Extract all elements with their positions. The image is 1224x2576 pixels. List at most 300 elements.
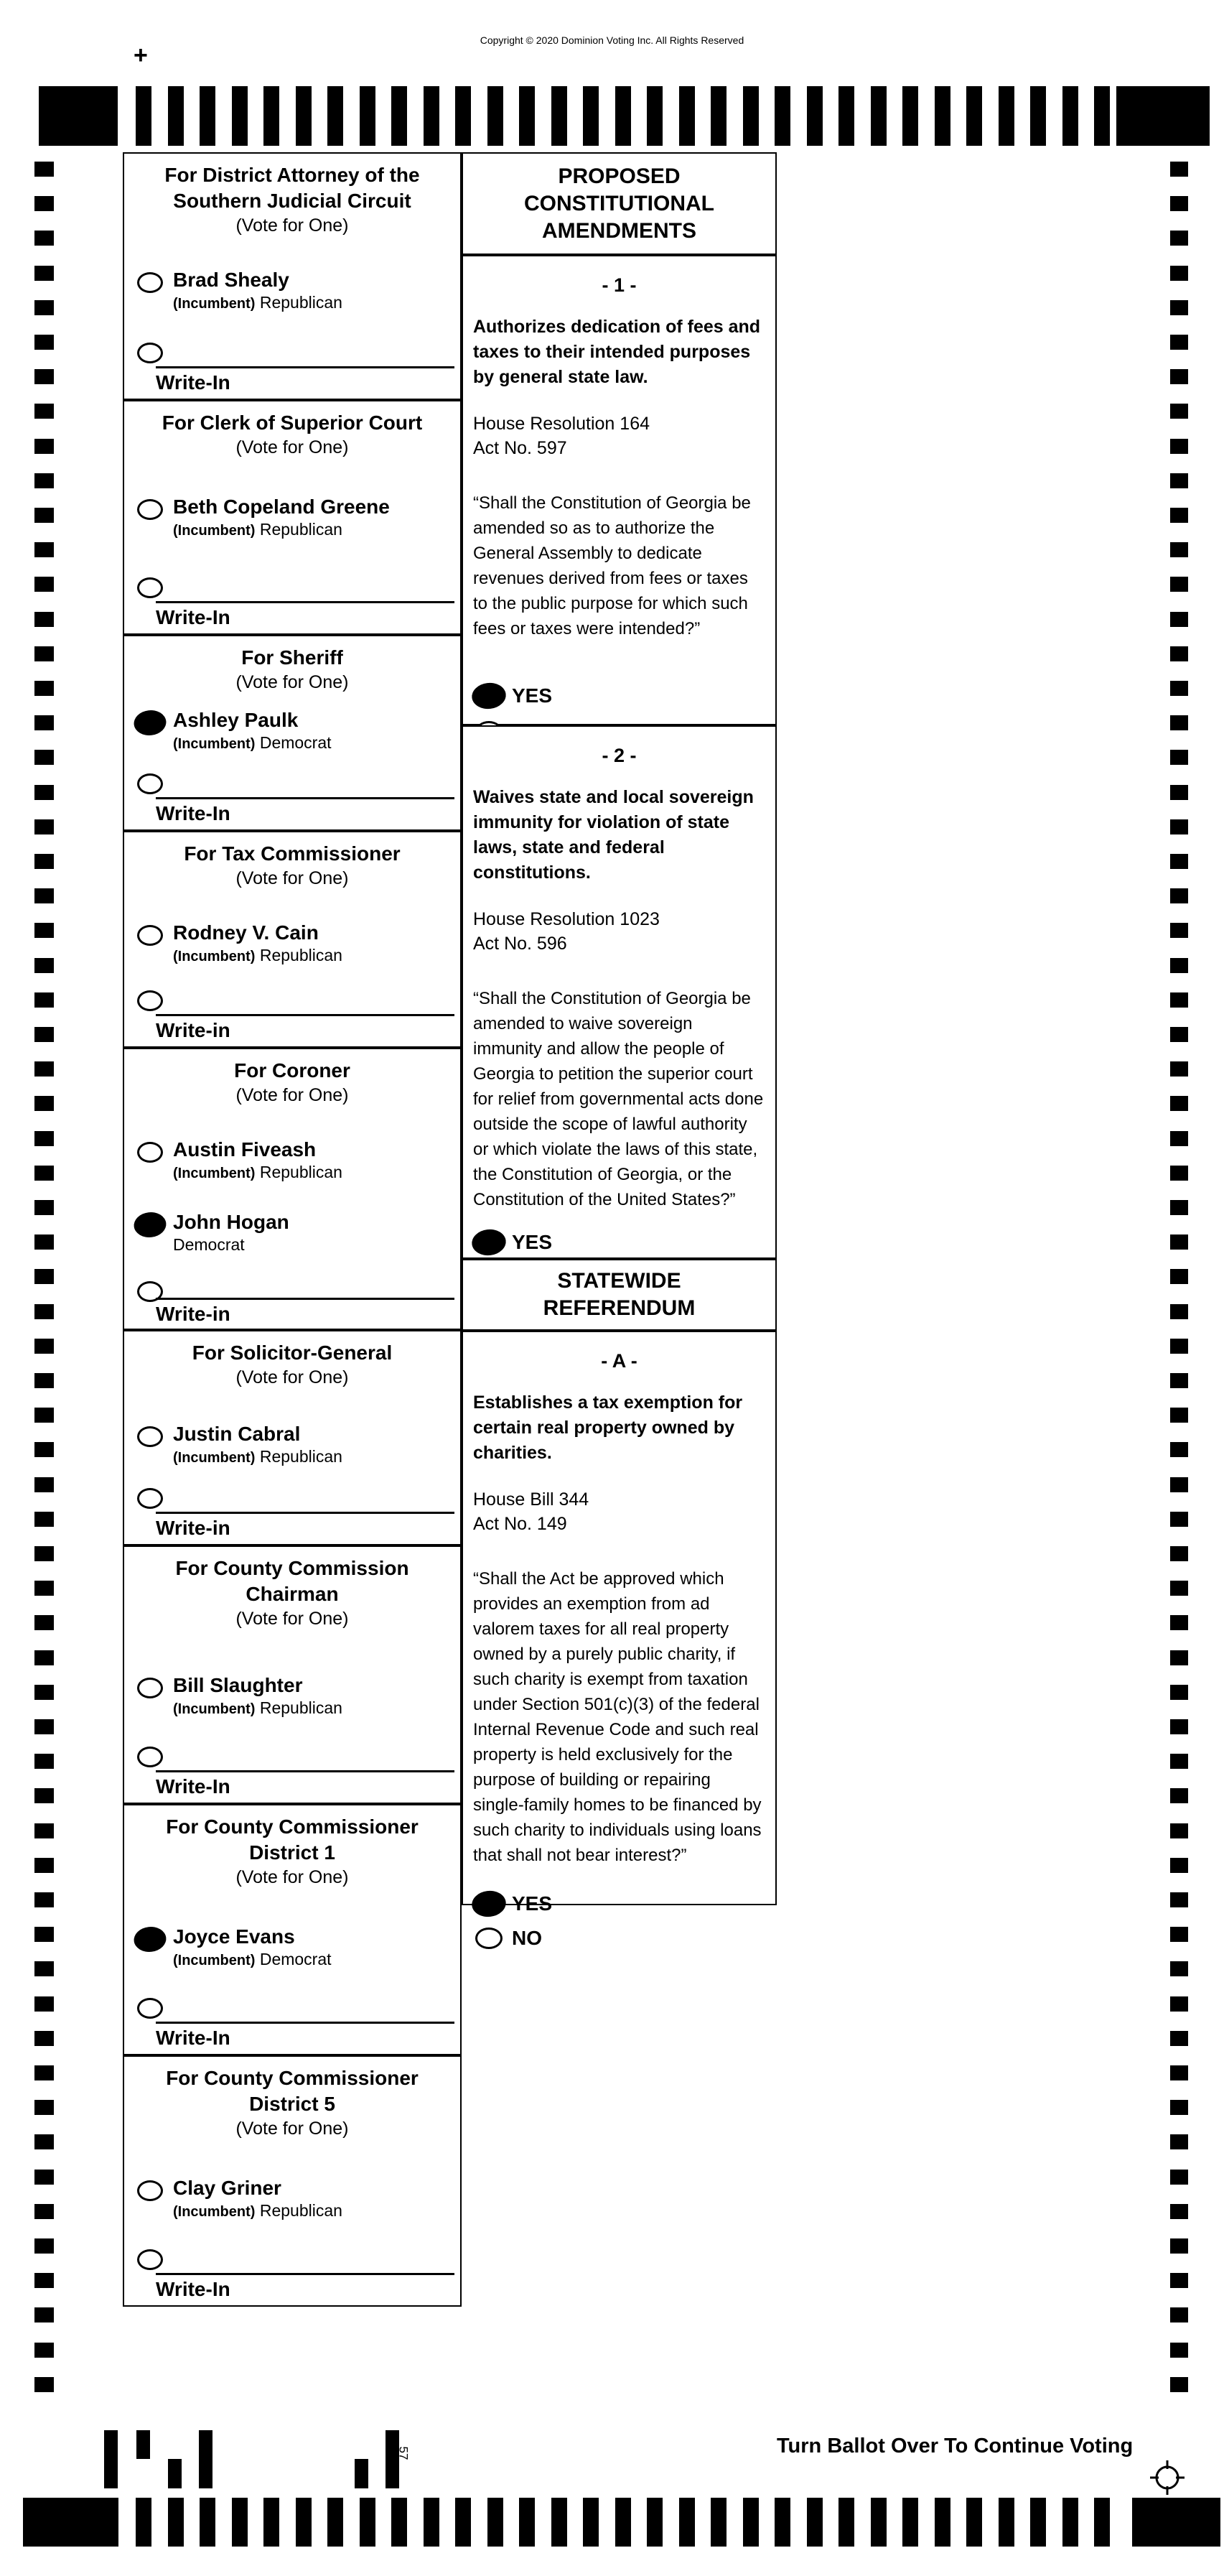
candidate-name: Beth Copeland Greene <box>173 496 390 518</box>
timing-mark-square <box>1170 958 1188 973</box>
timing-mark-corner-block <box>1132 2498 1220 2547</box>
candidate-party: (Incumbent) Republican <box>173 293 342 312</box>
timing-mark <box>455 86 471 146</box>
timing-mark <box>775 86 790 146</box>
write-in-label: Write-in <box>156 1303 230 1325</box>
timing-mark <box>711 86 727 146</box>
timing-mark-square <box>1170 231 1188 246</box>
candidate-party: (Incumbent) Democrat <box>173 733 332 752</box>
candidate-name: Bill Slaughter <box>173 1674 303 1696</box>
timing-mark-square <box>34 300 54 315</box>
timing-mark-square <box>34 1131 54 1146</box>
timing-mark-square <box>1170 715 1188 730</box>
timing-mark-square <box>34 612 54 627</box>
timing-mark-square <box>1170 1546 1188 1561</box>
timing-mark-square <box>1170 2238 1188 2254</box>
timing-mark-square <box>1170 1927 1188 1942</box>
timing-mark-square <box>34 2065 54 2080</box>
timing-mark <box>360 2498 375 2547</box>
timing-mark-square <box>34 439 54 454</box>
timing-mark-square <box>34 1234 54 1250</box>
timing-mark <box>679 2498 695 2547</box>
timing-mark <box>1094 86 1110 146</box>
timing-mark-square <box>1170 1096 1188 1111</box>
write-in-area[interactable] <box>156 601 454 629</box>
timing-mark-square <box>34 1858 54 1873</box>
timing-mark-square <box>1170 439 1188 454</box>
candidate-name: Brad Shealy <box>173 269 289 291</box>
timing-mark <box>1062 86 1078 146</box>
timing-mark-square <box>34 1027 54 1042</box>
timing-mark-square <box>34 1788 54 1803</box>
amendment-2 <box>462 725 777 1259</box>
no-row <box>463 1927 775 1950</box>
yes-label: YES <box>512 684 553 707</box>
contest-title: For District Attorney of the Southern Judicial Circuit <box>164 164 420 212</box>
timing-mark-square <box>1170 1061 1188 1077</box>
timing-mark-square <box>1170 646 1188 661</box>
timing-mark <box>935 2498 950 2547</box>
timing-mark-square <box>1170 1200 1188 1215</box>
candidate-row <box>124 269 460 314</box>
contest-clerk-superior-court <box>123 400 462 635</box>
timing-mark <box>775 2498 790 2547</box>
timing-mark-square <box>1170 2343 1188 2358</box>
timing-mark <box>615 2498 631 2547</box>
timing-mark <box>296 2498 312 2547</box>
timing-mark-square <box>1170 1858 1188 1873</box>
timing-mark <box>519 2498 535 2547</box>
timing-mark <box>1094 2498 1110 2547</box>
candidate-row <box>124 709 460 754</box>
timing-mark <box>327 2498 343 2547</box>
timing-mark <box>1030 2498 1046 2547</box>
timing-mark <box>168 2498 184 2547</box>
write-in-area[interactable] <box>156 797 454 825</box>
timing-mark <box>519 86 535 146</box>
ballot-oval[interactable] <box>137 272 163 293</box>
candidate-party: (Incumbent) Republican <box>173 1698 342 1717</box>
timing-mark <box>1062 2498 1078 2547</box>
timing-mark-square <box>1170 1719 1188 1734</box>
write-in-oval[interactable] <box>137 990 163 1011</box>
timing-mark <box>136 2498 151 2547</box>
timing-mark-square <box>34 473 54 488</box>
ballot-oval[interactable] <box>132 1211 167 1240</box>
write-in-label: Write-in <box>156 1019 230 1041</box>
candidate-party: (Incumbent) Republican <box>173 946 342 964</box>
timing-mark-square <box>34 508 54 523</box>
measure-references: House Resolution 1023 Act No. 596 <box>473 909 660 954</box>
write-in-area[interactable] <box>156 1014 454 1042</box>
contest-county-commissioner-district-5 <box>123 2055 462 2307</box>
timing-mark <box>424 2498 439 2547</box>
measure-references: House Resolution 164 Act No. 597 <box>473 414 650 458</box>
timing-mark-square <box>34 1304 54 1319</box>
timing-mark <box>583 86 599 146</box>
timing-mark-square <box>34 785 54 800</box>
write-in-oval[interactable] <box>137 773 163 794</box>
contest-title: For Coroner <box>234 1059 350 1082</box>
timing-mark-square <box>1170 2170 1188 2185</box>
timing-mark-row-bottom <box>136 2498 1110 2547</box>
timing-mark-square <box>34 1892 54 1907</box>
timing-mark-square <box>34 715 54 730</box>
timing-mark <box>711 2498 727 2547</box>
timing-mark <box>838 2498 854 2547</box>
write-in-area[interactable] <box>156 2022 454 2050</box>
timing-mark-square <box>34 1650 54 1665</box>
timing-mark-square <box>1170 992 1188 1008</box>
contest-tax-commissioner <box>123 831 462 1048</box>
candidate-name: Clay Griner <box>173 2177 281 2199</box>
contest-coroner <box>123 1048 462 1330</box>
amendment-1 <box>462 255 777 725</box>
timing-mark-square <box>1170 1131 1188 1146</box>
timing-mark-square <box>1170 923 1188 938</box>
ballot-oval[interactable] <box>132 709 167 738</box>
turn-ballot-over-instruction: Turn Ballot Over To Continue Voting <box>777 2435 1134 2458</box>
timing-mark-square <box>34 1581 54 1596</box>
timing-mark-square <box>34 1339 54 1354</box>
timing-mark-square <box>1170 2307 1188 2322</box>
timing-mark-square <box>1170 1339 1188 1354</box>
timing-mark-square <box>1170 1304 1188 1319</box>
vote-for-instruction: (Vote for One) <box>235 437 349 457</box>
timing-mark <box>838 86 854 146</box>
timing-mark-square <box>34 1269 54 1284</box>
measure-number: - A - <box>601 1350 637 1372</box>
write-in-label: Write-In <box>156 802 230 824</box>
contest-title: For Sheriff <box>241 646 343 669</box>
timing-mark-square <box>1170 750 1188 765</box>
ballot-oval[interactable] <box>137 1678 163 1698</box>
candidate-party: (Incumbent) Republican <box>173 1163 342 1181</box>
timing-mark <box>679 86 695 146</box>
write-in-area[interactable] <box>156 2273 454 2301</box>
contest-county-commissioner-district-1 <box>123 1804 462 2055</box>
timing-mark-square <box>1170 1442 1188 1457</box>
timing-mark-square <box>34 681 54 696</box>
no-oval[interactable] <box>475 1928 503 1949</box>
referendum-header: STATEWIDE REFERENDUM <box>462 1259 777 1331</box>
timing-mark-square <box>34 1512 54 1527</box>
contest-solicitor-general <box>123 1330 462 1545</box>
write-in-oval[interactable] <box>137 1488 163 1509</box>
candidate-row <box>124 1211 460 1255</box>
timing-mark-square <box>1170 2100 1188 2115</box>
yes-row <box>463 1892 775 1915</box>
timing-mark-square <box>1170 542 1188 557</box>
timing-mark-square <box>1170 1166 1188 1181</box>
vote-for-instruction: (Vote for One) <box>235 868 349 888</box>
timing-mark-square <box>34 2134 54 2149</box>
timing-mark-square <box>34 1754 54 1769</box>
timing-mark-square <box>34 404 54 419</box>
timing-mark-square <box>1170 1892 1188 1907</box>
timing-mark <box>391 86 407 146</box>
timing-mark-square <box>1170 1027 1188 1042</box>
timing-mark <box>615 86 631 146</box>
measure-number: - 1 - <box>602 274 637 296</box>
candidate-party: Democrat <box>173 1235 245 1254</box>
timing-mark <box>902 2498 918 2547</box>
write-in-oval[interactable] <box>137 1998 163 2019</box>
amendments-header: PROPOSED CONSTITUTIONAL AMENDMENTS <box>462 152 777 255</box>
timing-mark-square <box>1170 1234 1188 1250</box>
timing-mark <box>136 86 151 146</box>
yes-row <box>463 1231 775 1254</box>
vote-for-instruction: (Vote for One) <box>235 672 349 692</box>
timing-mark-square <box>34 2031 54 2046</box>
yes-label: YES <box>512 1892 553 1915</box>
measure-question: “Shall the Constitution of Georgia be amended so as to authorize the General Assembly to dedicate revenues derived from fees or taxes to the public purpose for which such fees or taxes were intended?” <box>473 493 751 638</box>
timing-mark-square <box>1170 1581 1188 1596</box>
candidate-name: Rodney V. Cain <box>173 921 319 944</box>
timing-mark-square <box>1170 1996 1188 2012</box>
timing-mark-square <box>1170 1788 1188 1803</box>
barcode-bar <box>199 2430 212 2488</box>
contest-title: For County Commission Chairman <box>175 1557 409 1605</box>
ballot-oval[interactable] <box>137 499 163 520</box>
timing-mark-square <box>34 2273 54 2288</box>
timing-mark <box>583 2498 599 2547</box>
timing-mark-square <box>34 1408 54 1423</box>
measure-summary: Authorizes dedication of fees and taxes to their intended purposes by general state law. <box>473 317 761 387</box>
timing-mark-square <box>1170 1650 1188 1665</box>
contest-title: For County Commissioner District 1 <box>166 1815 419 1864</box>
timing-mark <box>999 2498 1014 2547</box>
timing-mark-square <box>34 2238 54 2254</box>
timing-mark-square <box>34 1823 54 1838</box>
timing-mark <box>263 86 279 146</box>
timing-mark <box>807 86 823 146</box>
timing-mark-square <box>34 888 54 903</box>
timing-mark-square <box>1170 888 1188 903</box>
candidate-row <box>124 1674 460 1719</box>
write-in-label: Write-In <box>156 2027 230 2049</box>
timing-mark-square <box>34 1615 54 1630</box>
contest-title: For Tax Commissioner <box>184 842 401 865</box>
candidate-party: (Incumbent) Democrat <box>173 1950 332 1968</box>
ballot-oval[interactable] <box>137 2180 163 2201</box>
timing-mark-square <box>34 1061 54 1077</box>
measure-question: “Shall the Constitution of Georgia be amended to waive sovereign immunity and allow the people of Georgia to petition the superior court for relief from governmental acts done outside the scope of lawful authority or which violate the laws of this state, the Constitution of Georgia, or the Constitution of the United States?” <box>473 989 764 1209</box>
timing-mark-corner-block <box>23 2498 118 2547</box>
plus-crop-mark-icon: + <box>134 42 148 69</box>
barcode-bar <box>104 2430 118 2488</box>
timing-mark-square <box>34 577 54 592</box>
timing-mark <box>360 86 375 146</box>
timing-mark <box>647 86 663 146</box>
timing-mark <box>200 86 215 146</box>
timing-mark-square <box>34 1961 54 1976</box>
barcode-bar <box>136 2430 150 2459</box>
timing-mark-square <box>34 1200 54 1215</box>
contest-sheriff <box>123 635 462 831</box>
timing-mark <box>902 86 918 146</box>
candidate-party: (Incumbent) Republican <box>173 1447 342 1466</box>
candidate-row <box>124 1925 460 1971</box>
timing-mark <box>455 2498 471 2547</box>
vote-for-instruction: (Vote for One) <box>235 2119 349 2139</box>
timing-mark <box>487 2498 503 2547</box>
timing-mark-square <box>34 542 54 557</box>
timing-mark-square <box>1170 1269 1188 1284</box>
timing-mark-square <box>1170 854 1188 869</box>
timing-mark-square <box>34 923 54 938</box>
ballot-oval[interactable] <box>137 1426 163 1447</box>
timing-mark-square <box>1170 819 1188 834</box>
write-in-area[interactable] <box>156 1512 454 1540</box>
yes-row <box>463 684 775 707</box>
yes-oval[interactable] <box>470 1889 508 1918</box>
timing-mark-square <box>1170 162 1188 177</box>
timing-mark-square <box>1170 1754 1188 1769</box>
timing-mark-square <box>1170 369 1188 384</box>
timing-mark <box>327 86 343 146</box>
timing-mark-square <box>34 162 54 177</box>
registration-target-icon <box>1149 2459 1186 2496</box>
timing-mark-square <box>1170 1823 1188 1838</box>
timing-mark-square <box>1170 577 1188 592</box>
candidate-party: (Incumbent) Republican <box>173 520 342 539</box>
measure-references: House Bill 344 Act No. 149 <box>473 1489 589 1534</box>
timing-mark-corner-block <box>39 86 118 146</box>
timing-mark-square <box>34 369 54 384</box>
timing-mark-square <box>34 2170 54 2185</box>
timing-mark-square <box>1170 196 1188 211</box>
timing-mark <box>1030 86 1046 146</box>
timing-mark-square <box>1170 473 1188 488</box>
candidate-name: John Hogan <box>173 1211 289 1233</box>
vote-for-instruction: (Vote for One) <box>235 215 349 236</box>
measure-summary: Waives state and local sovereign immunity for violation of state laws, state and federal constitutions. <box>473 787 754 883</box>
timing-mark <box>232 2498 248 2547</box>
timing-mark-square <box>34 1719 54 1734</box>
candidate-row <box>124 2177 460 2222</box>
timing-mark-square <box>34 335 54 350</box>
timing-mark <box>966 2498 982 2547</box>
timing-mark <box>263 2498 279 2547</box>
measure-summary: Establishes a tax exemption for certain real property owned by charities. <box>473 1392 743 1463</box>
timing-mark-square <box>1170 2065 1188 2080</box>
write-in-oval[interactable] <box>137 577 163 598</box>
timing-mark <box>807 2498 823 2547</box>
barcode-bar <box>168 2459 182 2488</box>
timing-mark <box>871 86 887 146</box>
timing-mark-square <box>1170 335 1188 350</box>
ballot-oval[interactable] <box>137 1142 163 1163</box>
ballot-oval[interactable] <box>132 1925 167 1954</box>
timing-mark-square <box>34 1927 54 1942</box>
contest-title: For County Commissioner District 5 <box>166 2067 419 2115</box>
timing-mark-square <box>1170 2273 1188 2288</box>
timing-mark <box>743 86 759 146</box>
timing-mark <box>391 2498 407 2547</box>
timing-mark-square <box>1170 508 1188 523</box>
timing-mark <box>743 2498 759 2547</box>
write-in-area[interactable] <box>156 366 454 394</box>
timing-mark-square <box>34 819 54 834</box>
timing-mark-square <box>1170 300 1188 315</box>
yes-oval[interactable] <box>470 681 508 710</box>
vote-for-instruction: (Vote for One) <box>235 1085 349 1105</box>
timing-mark-square <box>34 958 54 973</box>
timing-mark-square <box>34 2204 54 2219</box>
timing-mark-square <box>34 750 54 765</box>
timing-mark-row-top <box>136 86 1110 146</box>
timing-mark-square <box>34 2307 54 2322</box>
timing-mark-square <box>34 266 54 281</box>
contest-district-attorney <box>123 152 462 400</box>
timing-mark-square <box>1170 1512 1188 1527</box>
timing-mark-square <box>34 992 54 1008</box>
candidate-name: Joyce Evans <box>173 1925 295 1948</box>
timing-mark <box>232 86 248 146</box>
contest-title: For Clerk of Superior Court <box>162 411 423 434</box>
no-label: NO <box>512 1927 542 1949</box>
candidate-name: Ashley Paulk <box>173 709 299 731</box>
candidate-name: Austin Fiveash <box>173 1138 317 1161</box>
timing-mark <box>935 86 950 146</box>
yes-oval[interactable] <box>470 1227 508 1257</box>
write-in-label: Write-In <box>156 606 230 628</box>
candidate-name: Justin Cabral <box>173 1423 301 1445</box>
timing-mark-corner-block <box>1116 86 1210 146</box>
timing-mark-square <box>1170 1685 1188 1700</box>
referendum-a <box>462 1331 777 1949</box>
ballot-oval[interactable] <box>137 925 163 946</box>
write-in-oval[interactable] <box>137 2249 163 2270</box>
write-in-oval[interactable] <box>137 1747 163 1767</box>
timing-mark-square <box>34 1996 54 2012</box>
timing-mark <box>296 86 312 146</box>
timing-mark <box>424 86 439 146</box>
timing-mark-square <box>1170 1961 1188 1976</box>
timing-mark-square <box>34 646 54 661</box>
candidate-row <box>124 1423 460 1468</box>
candidate-party: (Incumbent) Republican <box>173 2201 342 2220</box>
measure-number: - 2 - <box>602 745 637 766</box>
timing-mark-square <box>34 2377 54 2392</box>
timing-mark-square <box>1170 2134 1188 2149</box>
write-in-label: Write-In <box>156 371 230 394</box>
write-in-label: Write-In <box>156 2278 230 2300</box>
vote-for-instruction: (Vote for One) <box>235 1367 349 1387</box>
timing-mark-square <box>34 854 54 869</box>
timing-mark-square <box>34 231 54 246</box>
write-in-area[interactable] <box>156 1298 454 1326</box>
timing-mark-square <box>1170 785 1188 800</box>
write-in-oval[interactable] <box>137 343 163 363</box>
timing-mark-square <box>1170 2377 1188 2392</box>
write-in-area[interactable] <box>156 1770 454 1798</box>
timing-mark <box>551 86 567 146</box>
timing-mark-square <box>34 1546 54 1561</box>
timing-mark <box>551 2498 567 2547</box>
timing-mark <box>487 86 503 146</box>
timing-mark-square <box>1170 2204 1188 2219</box>
sheet-number: 57 <box>396 2446 411 2460</box>
write-in-label: Write-In <box>156 1775 230 1798</box>
timing-mark-square <box>34 1096 54 1111</box>
timing-mark-square <box>34 1442 54 1457</box>
timing-mark-square <box>34 2343 54 2358</box>
timing-mark-square <box>1170 1373 1188 1388</box>
timing-mark <box>999 86 1014 146</box>
timing-mark <box>200 2498 215 2547</box>
